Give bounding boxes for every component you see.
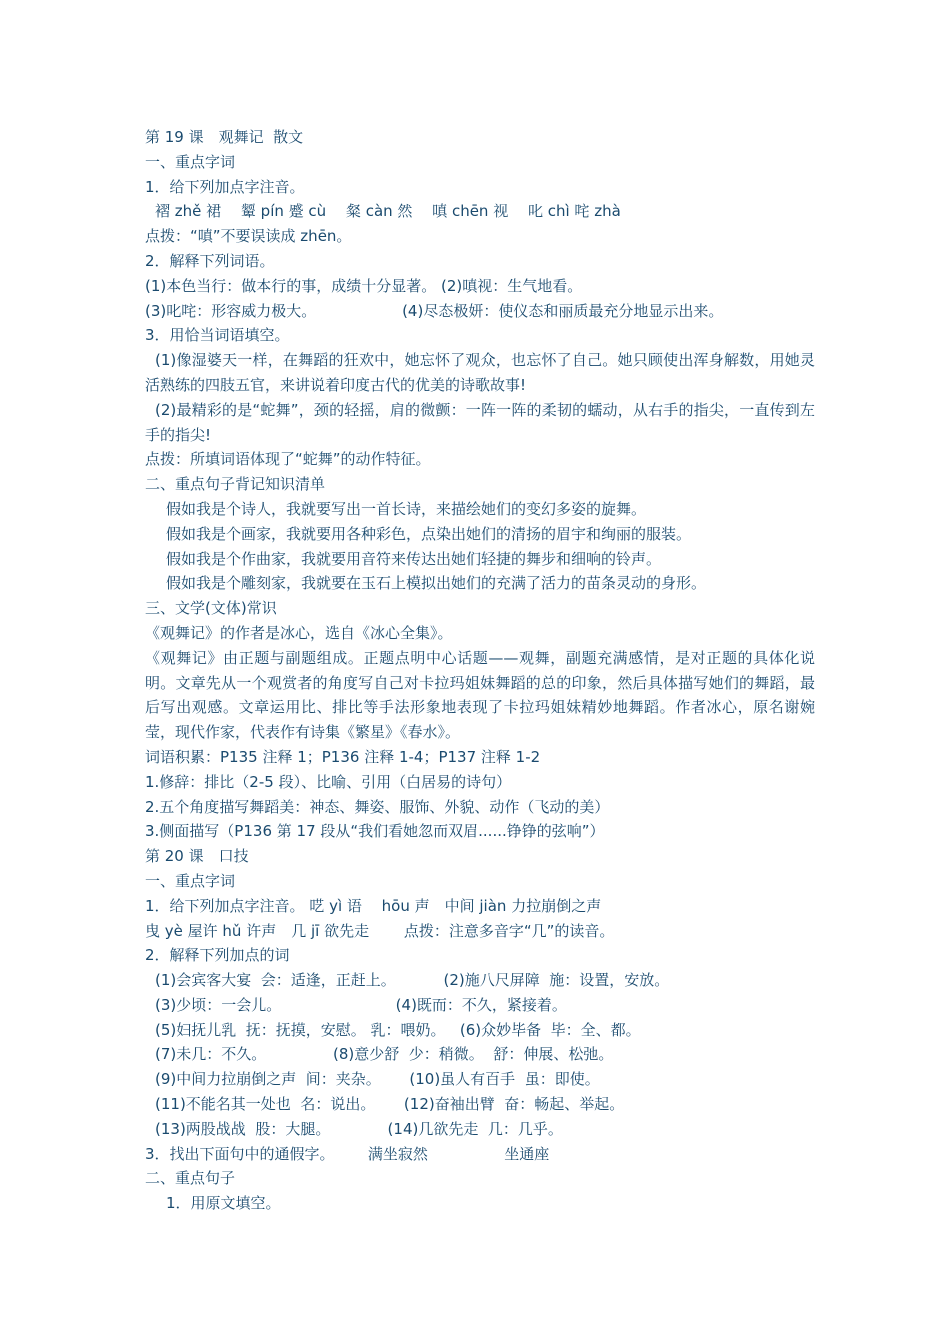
text-line: 一、重点字词	[145, 871, 236, 890]
text-line: (1)本色当行：做本行的事，成绩十分显著。 (2)嗔视：生气地看。	[145, 276, 583, 295]
text-line: 2．解释下列词语。	[145, 251, 275, 270]
paragraph: 《观舞记》由正题与副题组成。正题点明中心话题——观舞，副题充满感情，是对正题的具体化说明。文章先从一个观赏者的角度写自己对卡拉玛姐妹舞蹈的总的印象，然后具体描写她们的舞蹈，最后写出观感。文章运用比、排比等手法形象地表现了卡拉玛姐妹精妙地舞蹈。作者冰心，原名谢婉莹，现代作家，代表作有诗集《繁星》《春水》。	[145, 648, 815, 742]
text-line: 2.五个角度描写舞蹈美：神态、舞姿、服饰、外貌、动作（飞动的美）	[145, 797, 610, 816]
text-line: 假如我是个作曲家，我就要用音符来传达出她们轻捷的舞步和细响的铃声。	[166, 549, 662, 568]
text-line: 曳 yè 屋许 hǔ 许声 几 jī 欲先走 点拨：注意多音字“几”的读音。	[145, 921, 615, 940]
text-line: (11)不能名其一处也 名：说出。 (12)奋袖出臂 奋：畅起、举起。	[155, 1095, 625, 1114]
text-line: 一、重点字词	[145, 152, 236, 171]
paragraph: (2)最精彩的是“蛇舞”，颈的轻摇，肩的微颤：一阵一阵的柔韧的蠕动，从右手的指尖，一直传到左手的指尖!	[145, 400, 815, 444]
text-line: 第 20 课 口技	[145, 847, 249, 866]
text-line: 褶 zhě 裙 颦 pín 蹙 cù 粲 càn 然 嗔 chēn 视 叱 chì 咤 zhà	[155, 202, 621, 221]
text-line: (3)叱咤：形容威力极大。 (4)尽态极妍：使仪态和丽质最充分地显示出来。	[145, 301, 724, 320]
text-line: 词语积累：P135 注释 1；P136 注释 1-4；P137 注释 1-2	[145, 747, 541, 766]
text-line: 1.修辞：排比（2-5 段）、比喻、引用（白居易的诗句）	[145, 772, 512, 791]
text-line: (3)少顷：一会儿。 (4)既而：不久，紧接着。	[155, 995, 567, 1014]
text-line: 2．解释下列加点的词	[145, 946, 290, 965]
paragraph: (1)像湿婆天一样，在舞蹈的狂欢中，她忘怀了观众，也忘怀了自己。她只顾使出浑身解数，用她灵活熟练的四肢五官，来讲说着印度古代的优美的诗歌故事!	[145, 351, 815, 394]
text-line: 点拨：所填词语体现了“蛇舞”的动作特征。	[145, 450, 431, 469]
text-line: 3.侧面描写（P136 第 17 段从“我们看她忽而双眉......铮铮的弦响”）	[145, 822, 605, 841]
text-line: 3．找出下面句中的通假字。 满坐寂然 坐通座	[145, 1144, 550, 1163]
text-line: (7)未几：不久。 (8)意少舒 少：稍微。 舒：伸展、松弛。	[155, 1045, 614, 1064]
text-line: 3．用恰当词语填空。	[145, 326, 290, 345]
document-page	[145, 125, 815, 1216]
text-line: (9)中间力拉崩倒之声 间：夹杂。 (10)虽人有百手 虽：即使。	[155, 1070, 600, 1089]
text-line: (13)两股战战 股：大腿。 (14)几欲先走 几：几乎。	[155, 1119, 563, 1138]
text-line: 假如我是个画家，我就要用各种彩色，点染出她们的清扬的眉宇和绚丽的服装。	[166, 524, 692, 543]
text-line: (1)会宾客大宴 会：适逢，正赶上。 (2)施八尺屏障 施：设置，安放。	[155, 971, 670, 990]
text-line: 第 19 课 观舞记 散文	[145, 128, 304, 146]
text-line: 假如我是个雕刻家，我就要在玉石上模拟出她们的充满了活力的苗条灵动的身形。	[166, 574, 707, 593]
text-line: 假如我是个诗人，我就要写出一首长诗，来描绘她们的变幻多姿的旋舞。	[166, 499, 647, 518]
text-line: 二、重点句子背记知识清单	[145, 475, 326, 494]
text-line: 三、文学(文体)常识	[145, 599, 277, 618]
text-line: 《观舞记》的作者是冰心，选自《冰心全集》。	[145, 623, 453, 642]
text-line: 1．给下列加点字注音。 呓 yì 语 hōu 声 中间 jiàn 力拉崩倒之声	[145, 896, 602, 915]
text-line: 点拨：“嗔”不要误读成 zhēn。	[145, 227, 352, 246]
text-line: 1．给下列加点字注音。	[145, 177, 305, 196]
text-line: (5)妇抚儿乳 抚：抚摸，安慰。 乳：喂奶。 (6)众妙毕备 毕：全、都。	[155, 1020, 641, 1039]
text-line: 1．用原文填空。	[166, 1194, 281, 1213]
text-line: 二、重点句子	[145, 1169, 236, 1188]
